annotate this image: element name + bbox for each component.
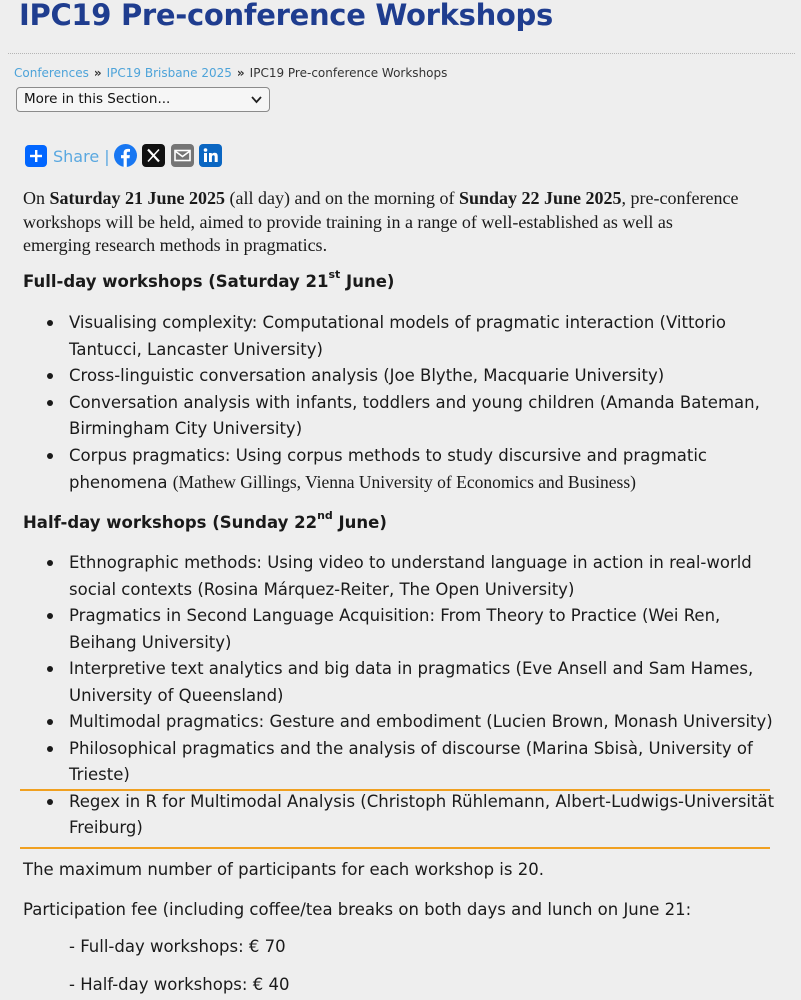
intro-text: , pre-conference workshops will be held, aimed to provide training in a range of well-established as well as emerging research methods in pragmatics. — [23, 188, 739, 255]
page-title: IPC19 Pre-conference Workshops — [19, 0, 553, 32]
list-item: Philosophical pragmatics and the analysis of discourse (Marina Sbisà, University of Trieste) — [47, 736, 777, 789]
list-item: Ethnographic methods: Using video to understand language in action in real-world social contexts (Rosina Márquez-Reiter, The Open University) — [47, 550, 777, 603]
intro-text: (all day) and on the morning of — [225, 188, 459, 208]
saturday-date: Saturday 21 June 2025 — [49, 188, 226, 208]
intro-text: On — [23, 188, 50, 208]
fee-intro-text: Participation fee (including coffee/tea breaks on both days and lunch on June 21: — [23, 900, 692, 919]
list-item: Pragmatics in Second Language Acquisition: From Theory to Practice (Wei Ren, Beihang University) — [47, 603, 777, 656]
linkedin-share-button[interactable] — [199, 144, 222, 167]
title-divider — [8, 53, 795, 54]
x-icon — [142, 144, 165, 167]
sunday-date: Sunday 22 June 2025 — [458, 188, 622, 208]
share-button[interactable] — [25, 145, 47, 167]
breadcrumb — [14, 66, 447, 80]
list-item: Interpretive text analytics and big data in pragmatics (Eve Ansell and Sam Hames, University of Queensland) — [47, 656, 777, 709]
full-day-heading: Full-day workshops (Saturday 21st June) — [23, 268, 395, 291]
max-participants-text: The maximum number of participants for each workshop is 20. — [23, 860, 544, 879]
half-day-heading: Half-day workshops (Sunday 22nd June) — [23, 509, 387, 532]
linkedin-icon — [199, 144, 222, 167]
facebook-share-button[interactable] — [114, 144, 137, 167]
half-day-workshop-list — [47, 550, 777, 842]
plus-icon — [28, 148, 44, 164]
breadcrumb-current: IPC19 Pre-conference Workshops — [249, 66, 448, 80]
fee-half-day: - Half-day workshops: € 40 — [69, 975, 290, 994]
breadcrumb-conferences[interactable]: Conferences — [14, 66, 89, 80]
highlight-line-bottom — [20, 847, 770, 849]
share-label[interactable]: Share | — [53, 147, 110, 166]
list-item: Conversation analysis with infants, toddlers and young children (Amanda Bateman, Birmingham City University) — [47, 390, 777, 443]
fee-full-day: - Full-day workshops: € 70 — [69, 937, 286, 956]
section-menu-value: More in this Section... — [24, 91, 171, 107]
list-item: Visualising complexity: Computational models of pragmatic interaction (Vittorio Tantucci, Lancaster University) — [47, 310, 777, 363]
x-share-button[interactable] — [142, 144, 165, 167]
list-item: Multimodal pragmatics: Gesture and embodiment (Lucien Brown, Monash University) — [47, 709, 777, 736]
highlight-line-top — [20, 789, 770, 791]
list-item: Regex in R for Multimodal Analysis (Christoph Rühlemann, Albert-Ludwigs-Universität Freiburg) — [47, 789, 777, 842]
email-icon — [171, 144, 194, 167]
breadcrumb-separator: » — [93, 66, 102, 80]
email-share-button[interactable] — [171, 144, 194, 167]
section-menu-select[interactable] — [16, 87, 270, 112]
list-item: Corpus pragmatics: Using corpus methods to study discursive and pragmatic phenomena (Mathew Gillings, Vienna University of Economics and Business) — [47, 443, 777, 497]
chevron-down-icon — [250, 93, 263, 106]
intro-paragraph — [23, 187, 743, 258]
list-item: Cross-linguistic conversation analysis (Joe Blythe, Macquarie University) — [47, 363, 777, 390]
breadcrumb-ipc19-brisbane[interactable]: IPC19 Brisbane 2025 — [106, 66, 232, 80]
facebook-icon — [114, 144, 137, 167]
full-day-workshop-list — [47, 310, 777, 497]
breadcrumb-separator: » — [236, 66, 245, 80]
